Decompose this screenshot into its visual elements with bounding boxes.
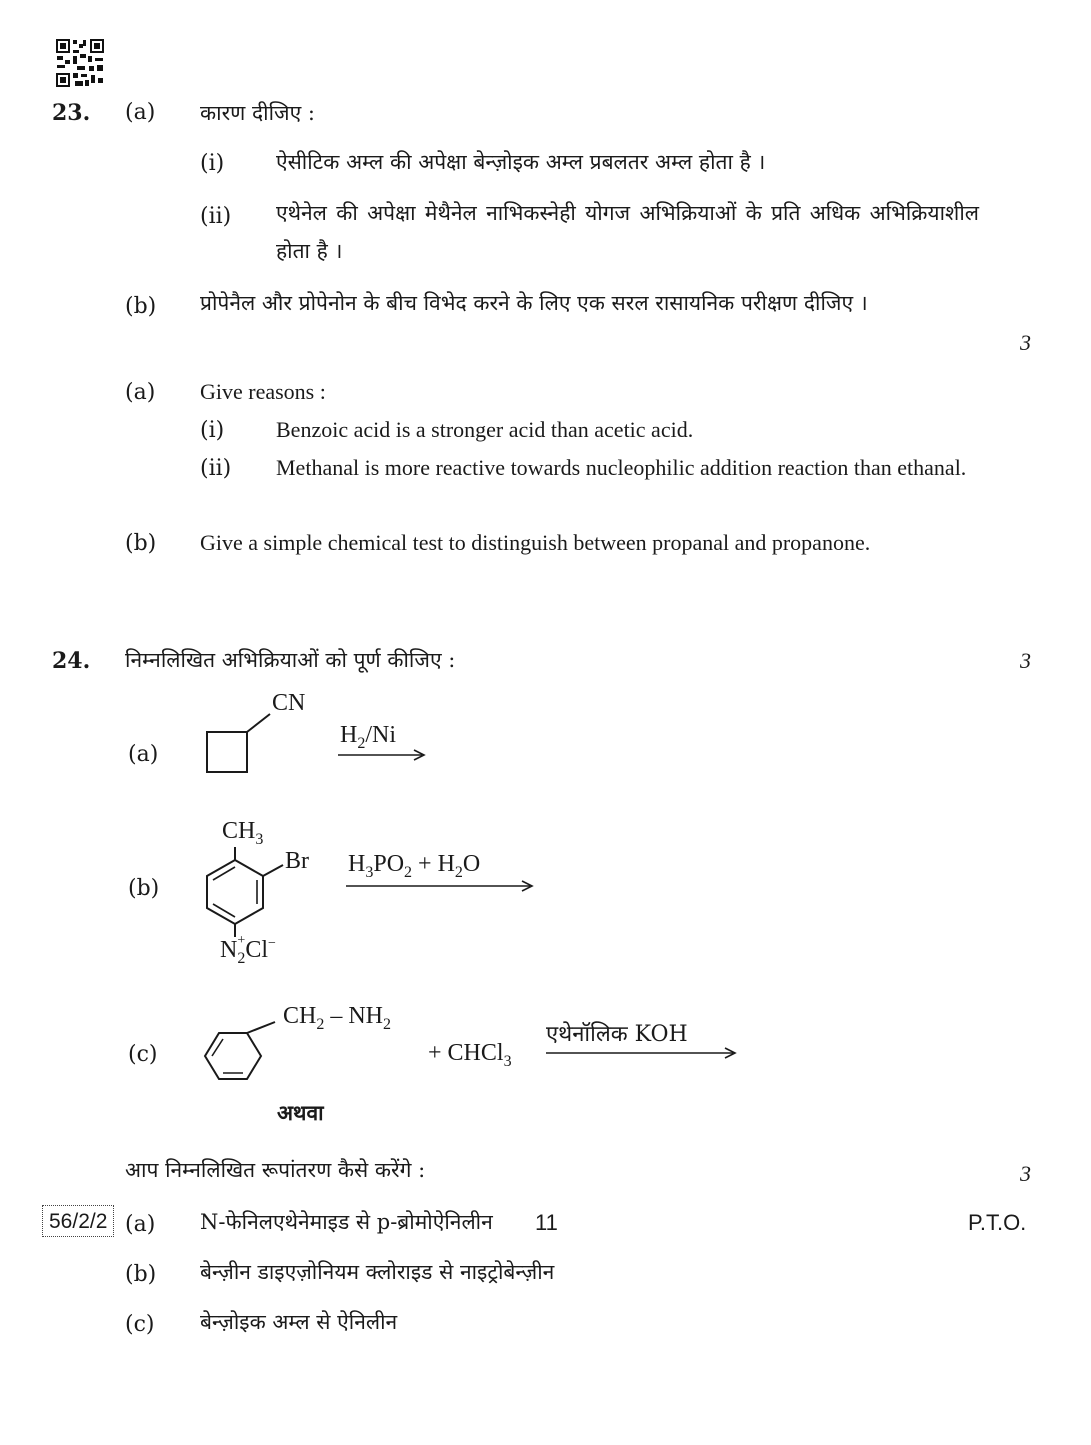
question-number-24: 24. — [52, 648, 91, 674]
benzene-ring-structure — [195, 845, 290, 940]
q24-alt-title: आप निम्नलिखित रूपांतरण कैसे करेंगे : — [125, 1158, 426, 1182]
paper-code: 56/2/2 — [42, 1205, 114, 1237]
q24-c-nh-sub: 2 — [383, 1016, 392, 1033]
q24-b-reagent-sub2: 2 — [404, 864, 413, 881]
q23-hi-a-label: (a) — [125, 100, 156, 125]
q24-alt-a-label: (a) — [125, 1212, 156, 1237]
q24-alt-c: बेन्ज़ोइक अम्ल से ऐनिलीन — [200, 1310, 398, 1334]
q24-alt-marks: 3 — [1020, 1161, 1031, 1186]
q24-b-cl: Cl — [245, 937, 269, 963]
or-divider: अथवा — [277, 1100, 324, 1125]
q24-a-reagent-sub: 2 — [357, 735, 366, 752]
pto-label: P.T.O. — [968, 1210, 1027, 1235]
q24-a-label: (a) — [128, 742, 159, 767]
q24-b-reagent-mid2: + H — [412, 851, 455, 877]
page-number: 11 — [535, 1210, 558, 1235]
q23-hi-b-label: (b) — [125, 294, 157, 319]
q24-c-substituent — [283, 1003, 391, 1034]
q24-b-br: Br — [285, 848, 309, 874]
q23-marks: 3 — [1020, 330, 1031, 355]
q24-c-plus — [428, 1040, 512, 1071]
q24-b-n-sub: 2 — [237, 950, 246, 967]
q23-hi-a-text: कारण दीजिए : — [200, 101, 315, 125]
q24-title: निम्नलिखित अभिक्रियाओं को पूर्ण कीजिए : — [125, 648, 456, 672]
q23-en-a-label: (a) — [125, 380, 156, 405]
q24-b-reagent-tail: O — [462, 851, 481, 877]
q23-hi-b-text: प्रोपेनैल और प्रोपेनोन के बीच विभेद करने के लिए एक सरल रासायनिक परीक्षण दीजिए । — [200, 291, 868, 315]
arrow-icon — [346, 879, 538, 893]
q23-hi-ii-label: (ii) — [200, 204, 232, 229]
q24-b-reagent-sub3: 2 — [454, 864, 463, 881]
q24-c-chcl: + CHCl — [428, 1040, 504, 1066]
q23-en-ii-text: Methanal is more reactive towards nucleophilic addition reaction than ethanal. — [276, 455, 967, 480]
q23-en-i-text: Benzoic acid is a stronger acid than acetic acid. — [276, 417, 694, 442]
q24-a-reagent-h: H — [340, 722, 358, 748]
q24-c-label: (c) — [128, 1042, 158, 1067]
q23-hi-i-text: ऐसीटिक अम्ल की अपेक्षा बेन्ज़ोइक अम्ल प्रबलतर अम्ल होता है । — [276, 150, 766, 174]
arrow-icon — [338, 748, 428, 762]
q23-en-b-text: Give a simple chemical test to distinguish between propanal and propanone. — [200, 530, 871, 555]
q24-c-mid: – NH — [324, 1003, 384, 1029]
q23-en-b-label: (b) — [125, 531, 157, 556]
q23-hi-ii-text: एथेनेल की अपेक्षा मेथैनेल नाभिकस्नेही योगज अभिक्रियाओं के प्रति अधिक अभिक्रियाशील होता है । — [276, 201, 979, 263]
arrow-icon — [546, 1046, 741, 1060]
q24-b-reagent-sub1: 3 — [365, 864, 374, 881]
q24-a-substituent: CN — [272, 690, 306, 716]
q24-marks: 3 — [1020, 648, 1031, 673]
q24-b-reagent-mid: PO — [373, 851, 405, 877]
q24-b-cl-sup: − — [268, 936, 276, 951]
q24-c-ch-sub: 2 — [316, 1016, 325, 1033]
q24-b-n2cl — [220, 933, 276, 968]
q24-b-label: (b) — [128, 876, 160, 901]
q24-b-reagent-h: H — [348, 851, 366, 877]
q24-a-reagent-tail: /Ni — [365, 722, 397, 748]
q24-alt-b: बेन्ज़ीन डाइएज़ोनियम क्लोराइड से नाइट्रोबेन्ज़ीन — [200, 1260, 555, 1284]
q23-en-a-text: Give reasons : — [200, 379, 326, 404]
q23-en-i-label: (i) — [200, 418, 225, 443]
benzene-ring-structure — [195, 1020, 285, 1085]
q23-hi-i-label: (i) — [200, 151, 225, 176]
q24-c-chcl-sub: 3 — [503, 1053, 512, 1070]
q24-alt-c-label: (c) — [125, 1312, 155, 1337]
q24-b-n: N — [220, 937, 238, 963]
q24-b-ch: CH — [222, 818, 256, 844]
q24-alt-b-label: (b) — [125, 1262, 157, 1287]
q24-b-reagent — [348, 851, 480, 882]
question-number-23: 23. — [52, 100, 91, 126]
q23-en-ii-label: (ii) — [200, 456, 232, 481]
q24-c-ch: CH — [283, 1003, 317, 1029]
q24-c-reagent: एथेनॉलिक KOH — [546, 1022, 688, 1047]
q24-b-ch-sub: 3 — [255, 831, 264, 848]
q24-b-n-sup: + — [237, 933, 246, 948]
qr-code-icon — [55, 38, 105, 88]
q24-alt-a: N-फेनिलएथेनेमाइड से p-ब्रोमोऐनिलीन — [200, 1210, 493, 1234]
